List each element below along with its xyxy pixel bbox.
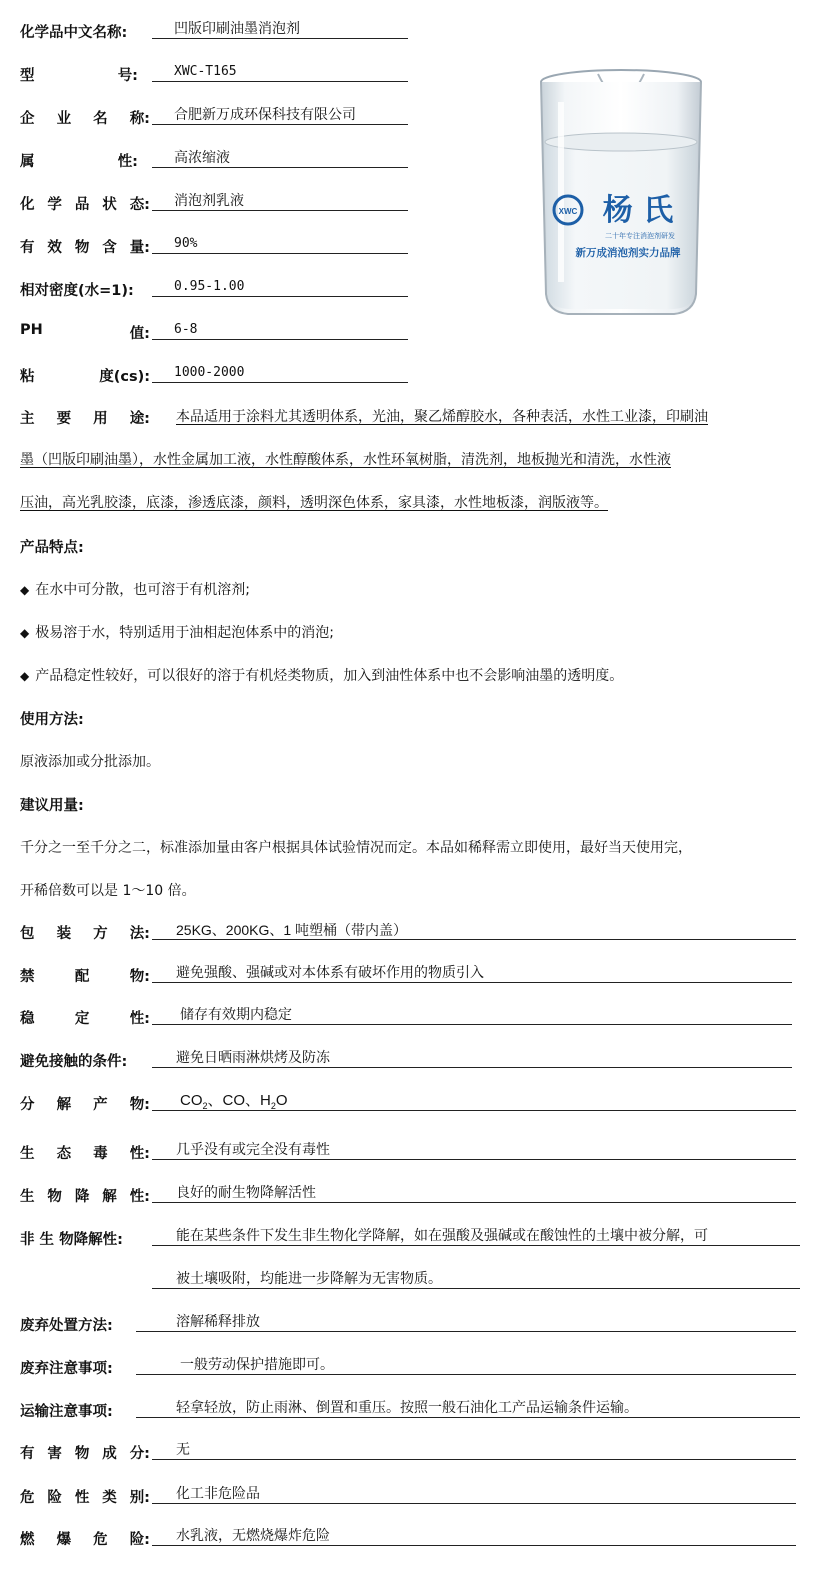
field-value-hazardous: 无 bbox=[152, 1440, 796, 1460]
field-label-density: 相对密度(水=1): bbox=[20, 283, 134, 299]
method-text: 原液添加或分批添加。 bbox=[20, 754, 160, 770]
field-value-content: 90% bbox=[152, 234, 408, 254]
field-value-disposal-notes: 一般劳动保护措施即可。 bbox=[136, 1355, 796, 1375]
field-value-stability: 储存有效期内稳定 bbox=[152, 1005, 792, 1025]
field-value-ph: 6-8 bbox=[152, 320, 408, 340]
field-label-avoid: 避免接触的条件: bbox=[20, 1054, 128, 1070]
svg-text:杨 氏: 杨 氏 bbox=[602, 193, 674, 228]
field-value-model: XWC-T165 bbox=[152, 62, 408, 82]
beaker-icon bbox=[528, 62, 714, 330]
field-label-company: 企 业 名 称: bbox=[20, 111, 150, 127]
svg-text:XWC: XWC bbox=[558, 207, 578, 216]
field-label-state: 化 学 品 状 态: bbox=[20, 197, 150, 213]
svg-text:二十年专注消泡剂研发: 二十年专注消泡剂研发 bbox=[605, 232, 675, 240]
dosage-line1: 千分之一至千分之二，标准添加量由客户根据具体试验情况而定。本品如稀释需立即使用，最好当天使用完， bbox=[20, 840, 692, 856]
feature-item: ◆ 在水中可分散，也可溶于有机溶剂; bbox=[20, 582, 250, 598]
feature-item: ◆ 产品稳定性较好，可以很好的溶于有机烃类物质，加入到油性体系中也不会影响油墨的透明度。 bbox=[20, 668, 624, 684]
field-label-biodegradability: 生 物 降 解 性: bbox=[20, 1189, 150, 1205]
field-label-incompatible: 禁 配 物: bbox=[20, 969, 150, 985]
field-value-transport: 轻拿轻放，防止雨淋、倒置和重压。按照一般石油化工产品运输条件运输。 bbox=[136, 1398, 800, 1418]
field-value-explosion: 水乳液，无燃烧爆炸危险 bbox=[152, 1526, 796, 1546]
svg-text:新万成消泡剂实力品牌: 新万成消泡剂实力品牌 bbox=[575, 247, 681, 259]
diamond-bullet-icon: ◆ bbox=[20, 669, 30, 683]
field-label-property: 属 性: bbox=[20, 154, 138, 170]
field-label-disposal-notes: 废弃注意事项: bbox=[20, 1361, 113, 1377]
field-value-biodegradability: 良好的耐生物降解活性 bbox=[152, 1183, 796, 1203]
field-value-state: 消泡剂乳液 bbox=[152, 191, 408, 211]
field-label-disposal: 废弃处置方法: bbox=[20, 1318, 113, 1334]
field-value-avoid: 避免日晒雨淋烘烤及防冻 bbox=[152, 1048, 792, 1068]
field-label-nonbio: 非 生 物降解性: bbox=[20, 1232, 123, 1248]
diamond-bullet-icon: ◆ bbox=[20, 626, 30, 640]
field-value-property: 高浓缩液 bbox=[152, 148, 408, 168]
field-value-packaging: 25KG、200KG、1 吨塑桶（带内盖） bbox=[152, 920, 796, 940]
field-label-stability: 稳 定 性: bbox=[20, 1011, 150, 1027]
usage-label: 主 要 用 途: bbox=[20, 411, 150, 427]
field-label-hazardous: 有 害 物 成 分: bbox=[20, 1446, 150, 1462]
field-label-viscosity: 粘 度(cs): bbox=[20, 369, 150, 385]
feature-item: ◆ 极易溶于水，特别适用于油相起泡体系中的消泡; bbox=[20, 625, 334, 641]
field-value-density: 0.95-1.00 bbox=[152, 277, 408, 297]
field-label-content: 有 效 物 含 量: bbox=[20, 240, 150, 256]
field-value-incompatible: 避免强酸、强碱或对本体系有破坏作用的物质引入 bbox=[152, 963, 792, 983]
method-title: 使用方法: bbox=[20, 712, 84, 728]
product-image bbox=[528, 62, 714, 330]
field-label-chinese-name: 化学品中文名称: bbox=[20, 25, 128, 41]
usage-line2: 墨（凹版印刷油墨），水性金属加工液，水性醇酸体系，水性环氧树脂，清洗剂，地板抛光和清洗，水性液 bbox=[20, 452, 671, 468]
features-title: 产品特点: bbox=[20, 540, 84, 556]
field-value-company: 合肥新万成环保科技有限公司 bbox=[152, 105, 408, 125]
field-label-packaging: 包 装 方 法: bbox=[20, 926, 150, 942]
field-value-nonbio-line2: 被土壤吸附，均能进一步降解为无害物质。 bbox=[152, 1269, 800, 1289]
field-value-viscosity: 1000-2000 bbox=[152, 363, 408, 383]
field-value-disposal: 溶解稀释排放 bbox=[136, 1312, 796, 1332]
usage-line3: 压油，高光乳胶漆，底漆，渗透底漆，颜料，透明深色体系，家具漆，水性地板漆，润版液等。 bbox=[20, 495, 608, 511]
field-label-ecotoxicity: 生 态 毒 性: bbox=[20, 1146, 150, 1162]
dosage-title: 建议用量: bbox=[20, 798, 84, 814]
usage-line1: 本品适用于涂料尤其透明体系，光油，聚乙烯醇胶水，各种表活，水性工业漆，印刷油 bbox=[176, 409, 708, 425]
field-value-decomposition: $CO_2$、CO、$H_2O$ bbox=[152, 1091, 796, 1111]
diamond-bullet-icon: ◆ bbox=[20, 583, 30, 597]
field-value-chinese-name: 凹版印刷油墨消泡剂 bbox=[152, 19, 408, 39]
field-label-model: 型 号: bbox=[20, 68, 138, 84]
field-label-decomposition: 分 解 产 物: bbox=[20, 1097, 150, 1113]
field-value-hazard-class: 化工非危险品 bbox=[152, 1484, 796, 1504]
field-value-ecotoxicity: 几乎没有或完全没有毒性 bbox=[152, 1140, 796, 1160]
field-label-transport: 运输注意事项: bbox=[20, 1404, 113, 1420]
field-label-hazard-class: 危 险 性 类 别: bbox=[20, 1490, 150, 1506]
field-value-nonbio-line1: 能在某些条件下发生非生物化学降解，如在强酸及强碱或在酸蚀性的土壤中被分解，可 bbox=[152, 1226, 800, 1246]
field-label-ph: PH 值: bbox=[20, 322, 150, 342]
dosage-line2: 开稀倍数可以是 1～10 倍。 bbox=[20, 883, 196, 899]
field-label-explosion: 燃 爆 危 险: bbox=[20, 1532, 150, 1548]
